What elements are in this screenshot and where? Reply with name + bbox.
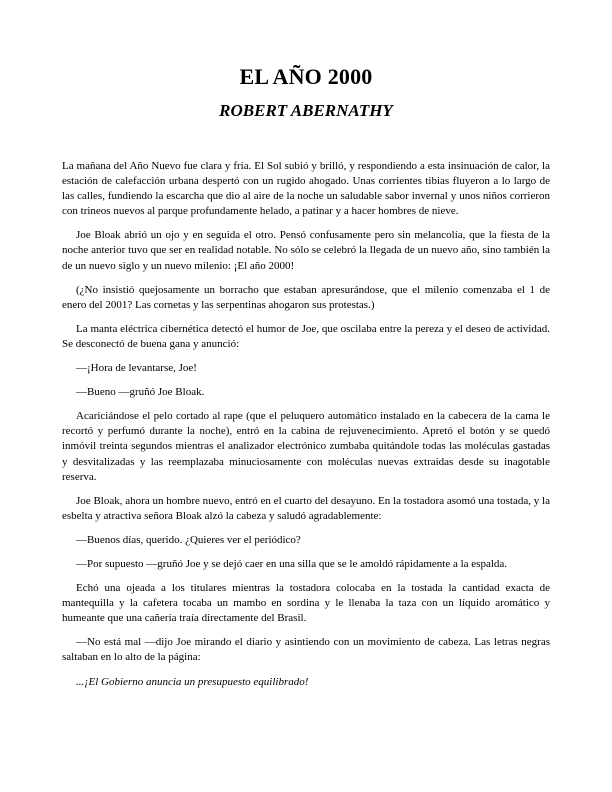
author-name: ROBERT ABERNATHY	[219, 101, 393, 120]
paragraph: (¿No insistió quejosamente un borracho que estaban apresurándose, que el milenio comenzaba el 1 de enero del 2001? Las cornetas y las serpentinas ahogaron sus protestas.)	[62, 283, 550, 311]
paragraph: Echó una ojeada a los titulares mientras la tostadora colocaba en la tostada la cantidad exacta de mantequilla y la cafetera tocaba un mambo en sordina y le llenaba la taza con un líquido aromático y humeante que una cañería traía directamente del Brasil.	[62, 582, 550, 625]
dialogue-line: —¡Hora de levantarse, Joe!	[76, 362, 197, 375]
dialogue-line: —Buenos días, querido. ¿Quieres ver el periódico?	[76, 533, 301, 546]
paragraph: Joe Bloak abrió un ojo y en seguida el otro. Pensó confusamente pero sin melancolía, que la fiesta de la noche anterior tuvo que ser en realidad notable. No sólo se celebró la llegada de un nuevo año, sino también la de un nuevo siglo y un nuevo milenio: ¡El año 2000!	[62, 229, 550, 272]
paragraph: Acariciándose el pelo cortado al rape (que el peluquero automático instalado en la cabecera de la cama le recortó y perfumó durante la noche), entró en la cabina de rejuvenecimiento. Apretó el botón y se quedó inmóvil treinta segundos mientras el analizador electrónico zumbaba quitándole todas las moléculas gastadas y desvitalizadas y las reemplazaba minuciosamente con moléculas nuevas extraídas desde su inagotable reserva.	[62, 410, 550, 483]
newspaper-headline: ...¡El Gobierno anuncia un presupuesto equilibrado!	[76, 675, 309, 688]
paragraph: La mañana del Año Nuevo fue clara y fría. El Sol subió y brilló, y respondiendo a esta insinuación de calor, la estación de calefacción urbana despertó con un rugido ahogado. Unas corrientes tibias fluyeron a lo largo de las calles, fundiendo la escarcha que dio al aire de la noche un saludable sabor invernal y unos niños corrieron con trineos nuevos al parque profundamente helado, a patinar y a hacer hombres de nieve.	[62, 160, 550, 218]
dialogue-line: —Por supuesto —gruñó Joe y se dejó caer en una silla que se le amoldó rápidamente a la espalda.	[76, 557, 508, 570]
paragraph: Joe Bloak, ahora un hombre nuevo, entró en el cuarto del desayuno. En la tostadora asomó una tostada, y la esbelta y atractiva señora Bloak alzó la cabeza y saludó agradablemente:	[62, 494, 550, 522]
paragraph: La manta eléctrica cibernética detectó el humor de Joe, que oscilaba entre la pereza y el deseo de actividad. Se desconectó de buena gana y anunció:	[62, 322, 550, 350]
page-title: EL AÑO 2000	[239, 64, 373, 89]
story-body	[62, 159, 550, 699]
dialogue-line: —No está mal —dijo Joe mirando el diario y asintiendo con un movimiento de cabeza. Las letras negras saltaban en lo alto de la página:	[62, 636, 550, 664]
dialogue-line: —Bueno —gruñó Joe Bloak.	[76, 386, 205, 399]
